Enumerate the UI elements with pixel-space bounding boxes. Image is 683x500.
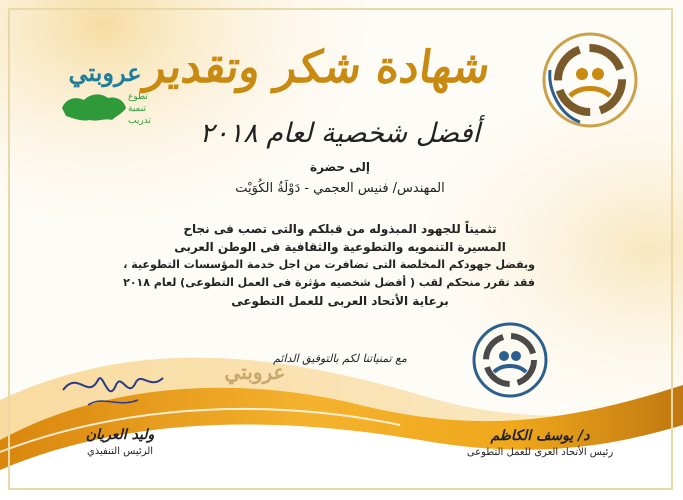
- body-line-2: المسيرة التنمويه والتطوعية والثقافية فى الوطن العربى: [174, 240, 506, 254]
- body-line-3: وبفضل جهودكم المخلصة التى تضافرت من اجل خدمة المؤسسات التطوعية ،: [123, 258, 535, 271]
- body-line-4: فقد تقرر منحكم لقب ( أفضل شخصيه مؤثرة فى العمل التطوعى) لعام ٢٠١٨: [123, 276, 535, 289]
- arwaty-logo-name: عروبتي: [68, 58, 142, 87]
- recipient-name: المهندس/ فنيس العجمي - دَوْلَةُ الكُوَيْت: [235, 181, 445, 196]
- arwaty-tagline-2: تنمية: [128, 104, 146, 114]
- certificate-title: شهادة شكر وتقدير: [141, 42, 494, 93]
- left-signatory-name: وليد العريان: [85, 427, 155, 443]
- arwaty-tagline-1: تطوع: [128, 92, 148, 102]
- certificate-subtitle: أفضل شخصية لعام ٢٠١٨: [199, 118, 480, 149]
- left-signature-scribble: [58, 360, 168, 415]
- arab-union-emblem-middle: [470, 320, 550, 400]
- addressee-label: إلى حضرة: [310, 160, 370, 174]
- arwaty-tagline-3: تدريب: [128, 116, 151, 126]
- closing-wishes: مع تمنياتنا لكم بالتوفيق الدائم: [273, 352, 407, 365]
- body-line-5: برعاية الأتحاد العربى للعمل التطوعى: [231, 294, 449, 308]
- right-signatory-title: رئيس الأتحاد العرى للعمل التطوعى: [466, 447, 614, 458]
- arab-union-emblem-top: [540, 30, 640, 130]
- left-signatory-title: الرئيس التنفيذي: [86, 446, 154, 457]
- arwaty-watermark: عروبتي: [224, 360, 286, 384]
- right-signatory-name: د/ يوسف الكاظم: [490, 428, 590, 444]
- body-line-1: تثميناً للجهود المبذوله من قبلكم والتى تصب فى نجاح: [183, 222, 497, 236]
- arab-map-icon: [60, 90, 130, 124]
